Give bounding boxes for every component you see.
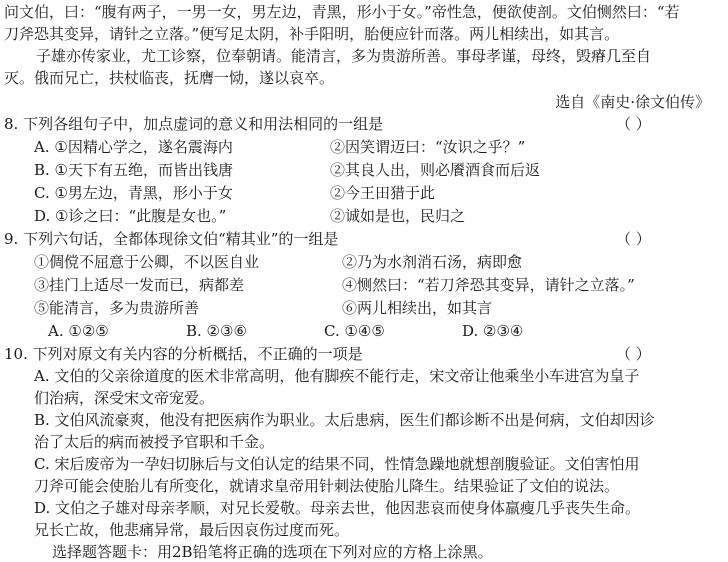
q9-item-5: ⑤能清言，多为贵游所善 [34, 299, 200, 317]
passage-line-2: 刀斧恐其变异，请针之立落。”便写足太阴，补手阳明，胎便应针而落。两儿相续出，如其言。 [4, 25, 620, 43]
passage-line-1: 问文伯，曰：“腹有两子，一男一女，男左边，青黑，形小于女。”帝性急，便欲使剖。文伯恻然曰：“若 [4, 3, 680, 21]
q10-option-a-line-2: 们治病，深受宋文帝宠爱。 [34, 389, 215, 407]
q8-option-a-2: ②因笑谓迈曰：“汝识之乎？” [330, 138, 526, 156]
q9-item-4: ④恻然曰：“若刀斧恐其变异，请针之立落。” [342, 276, 635, 294]
q8-option-a-1: A. ①因精心学之，遂名震海内 [34, 138, 233, 156]
q10-option-d-line-1: D. 文伯之子雄对母亲孝顺，对兄长爱敬。母亲去世，他因悲哀而使身体羸瘦几乎丧失生命。 [34, 499, 641, 517]
q9-item-3: ③挂门上适尽一发而已，病都差 [34, 276, 245, 294]
passage-source: 选自《南史·徐文伯传》 [555, 93, 710, 111]
q9-stem: 9. 下列六句话，全都体现徐文伯“精其业”的一组是 [4, 230, 339, 248]
q9-item-2: ②乃为水剂消石汤，病即愈 [342, 253, 523, 271]
q10-answer-paren: （ ） [616, 345, 651, 363]
q9-item-6: ⑥两儿相续出，如其言 [342, 299, 493, 317]
q9-item-1: ①倜傥不屈意于公卿，不以医自业 [34, 253, 260, 271]
q9-choice-b: B. ②③⑥ [186, 322, 247, 340]
q10-option-d-line-2: 兄长亡故，他悲痛异常，最后因哀伤过度而死。 [34, 521, 350, 539]
q10-option-c-line-2: 刀斧可能会使胎儿有所变化，就请求皇帝用针刺法使胎儿降生。结果验证了文伯的说法。 [34, 477, 620, 495]
q9-choice-d: D. ②③④ [462, 322, 524, 340]
q8-option-d-2: ②诚如是也，民归之 [330, 207, 466, 225]
q9-choice-a: A. ①②⑤ [48, 322, 109, 340]
q8-option-c-1: C. ①男左边，青黑，形小于女 [34, 184, 233, 202]
q8-stem: 8. 下列各组句子中，加点虚词的意义和用法相同的一组是 [4, 115, 384, 133]
passage-line-3: 子雄亦传家业，尤工诊察，位奉朝请。能清言，多为贵游所善。事母孝谨，母终，毁瘠几至自 [36, 47, 652, 65]
q10-stem: 10. 下列对原文有关内容的分析概括，不正确的一项是 [4, 345, 363, 363]
q8-option-c-2: ②今王田猎于此 [330, 184, 436, 202]
q8-option-b-1: B. ①天下有五绝，而皆出钱唐 [34, 161, 234, 179]
answer-card-instruction: 选择题答题卡：用2B铅笔将正确的选项在下列对应的方格上涂黑。 [52, 543, 493, 561]
q8-option-b-2: ②其良人出，则必餍酒食而后返 [330, 161, 541, 179]
q10-option-b-line-1: B. 文伯风流豪爽，他没有把医病作为职业。太后患病，医生们都诊断不出是何病，文伯却因诊 [34, 411, 655, 429]
q9-choice-c: C. ①④⑤ [324, 322, 385, 340]
passage-line-4: 灭。俄而兄亡，扶杖临丧，抚膺一恸，遂以哀卒。 [4, 69, 335, 87]
q8-answer-paren: （ ） [616, 115, 651, 133]
q10-option-b-line-2: 治了太后的病而被授予官职和千金。 [34, 433, 275, 451]
q8-option-d-1: D. ①诊之曰：“此腹是女也。” [34, 207, 227, 225]
q9-answer-paren: （ ） [616, 230, 651, 248]
q10-option-c-line-1: C. 宋后废帝为一孕妇切脉后与文伯认定的结果不同，性情急躁地就想剖腹验证。文伯害怕用 [34, 455, 640, 473]
q10-option-a-line-1: A. 文伯的父亲徐道度的医术非常高明，他有脚疾不能行走，宋文帝让他乘坐小车进宫为皇子 [34, 367, 640, 385]
